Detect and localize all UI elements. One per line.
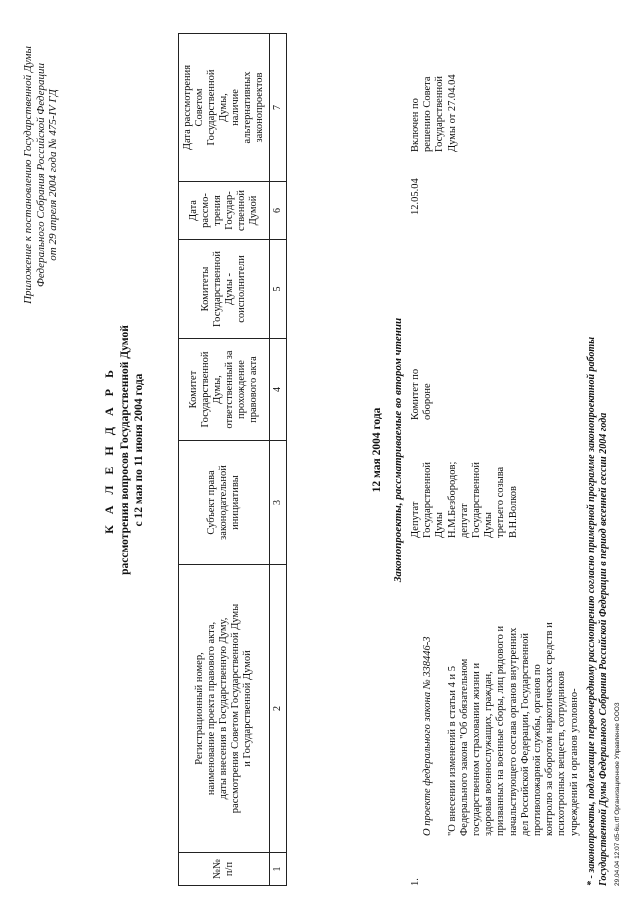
appendix-line: Приложение к постановлению Государственной Думы: [22, 46, 34, 304]
appendix-line: от 29 апреля 2004 года № 475-IV ГД: [47, 89, 59, 261]
header-council-date: Дата рассмотрения Советом Государственной Думы, наличие альтернативных законопроектов: [179, 34, 270, 182]
column-number: 2: [270, 565, 287, 853]
header-bill-name: Регистрационный номер, наименование проекта правового акта, даты внесения в Государственную Думу, рассмотрения Советом Государственной Думы и Государственной Думой: [179, 565, 270, 853]
column-number: 7: [270, 34, 287, 182]
entry-description: [410, 558, 593, 836]
header-number: №№ п/п: [179, 853, 270, 886]
entry-subject: Депутат Государственной Думы Н.М.Безбородов; депутат Государственной Думы третьего созыва В.Н.Волков: [410, 461, 519, 538]
header-responsible-committee: Комитет Государственной Думы, ответственный за прохождение правового акта: [179, 339, 270, 441]
column-number: 3: [270, 441, 287, 565]
file-mark: 29.04.04 12:07 d5-6u.rtf Организационное Управление ООО3: [614, 702, 621, 886]
footnote-line: * - законопроекты, подлежащие первоочередному рассмотрению согласно примерной программе законопроектной работы: [586, 336, 597, 886]
entry-council-note: Включен по решению Совета Государственной Думы от 27.04.04: [410, 74, 458, 152]
subtitle-line: рассмотрения вопросов Государственной Думой: [119, 325, 131, 575]
footnote: [586, 26, 610, 886]
entry-duma-date: 12.05.04: [410, 178, 421, 215]
subtitle-line: с 12 мая по 11 июня 2004 года: [133, 373, 145, 527]
header-duma-date: Дата рассмо- трения Государ- ственной Думой: [179, 182, 270, 240]
header-subject: Субъект права законодательной инициативы: [179, 441, 270, 565]
appendix-note: [22, 30, 60, 320]
entry-committee: Комитет по обороне: [410, 368, 434, 420]
entry-number: 1.: [410, 878, 421, 886]
section-subtitle: Законопроекты, рассматриваемые во втором чтении: [392, 317, 404, 583]
column-number: 1: [270, 853, 287, 886]
entry-bill-text: "О внесении изменений в статьи 4 и 5 Федерального закона "Об обязательном государственном страховании жизни и здоровья военнослужащих, граждан, призванных на военные сборы, лиц рядового и начальствующего состава органов внутренних дел Российской Федерации, Государственной противопожарной службы, органов по контролю за оборотом наркотических средств и психотропных веществ, сотрудников учреждений и органов уголовно-: [446, 622, 580, 836]
footnote-line: Государственной Думы Федерального Собрания Российской Федерации в период весенней сессии 2004 года: [598, 412, 609, 886]
column-number: 6: [270, 182, 287, 240]
document-title: К А Л Е Н Д А Р Ь: [102, 366, 116, 534]
column-number: 4: [270, 339, 287, 441]
column-number-row: [270, 34, 287, 886]
calendar-table: [178, 33, 287, 886]
table-header-row: [179, 34, 270, 886]
appendix-line: Федерального Собрания Российской Федерации: [34, 63, 47, 287]
header-co-committees: Комитеты Государственной Думы - соисполнители: [179, 240, 270, 339]
column-number: 5: [270, 240, 287, 339]
entry-bill-intro: О проекте федерального закона № 338446-3: [422, 636, 434, 836]
document-subtitle: [118, 0, 146, 900]
section-date: 12 мая 2004 года: [371, 407, 383, 493]
